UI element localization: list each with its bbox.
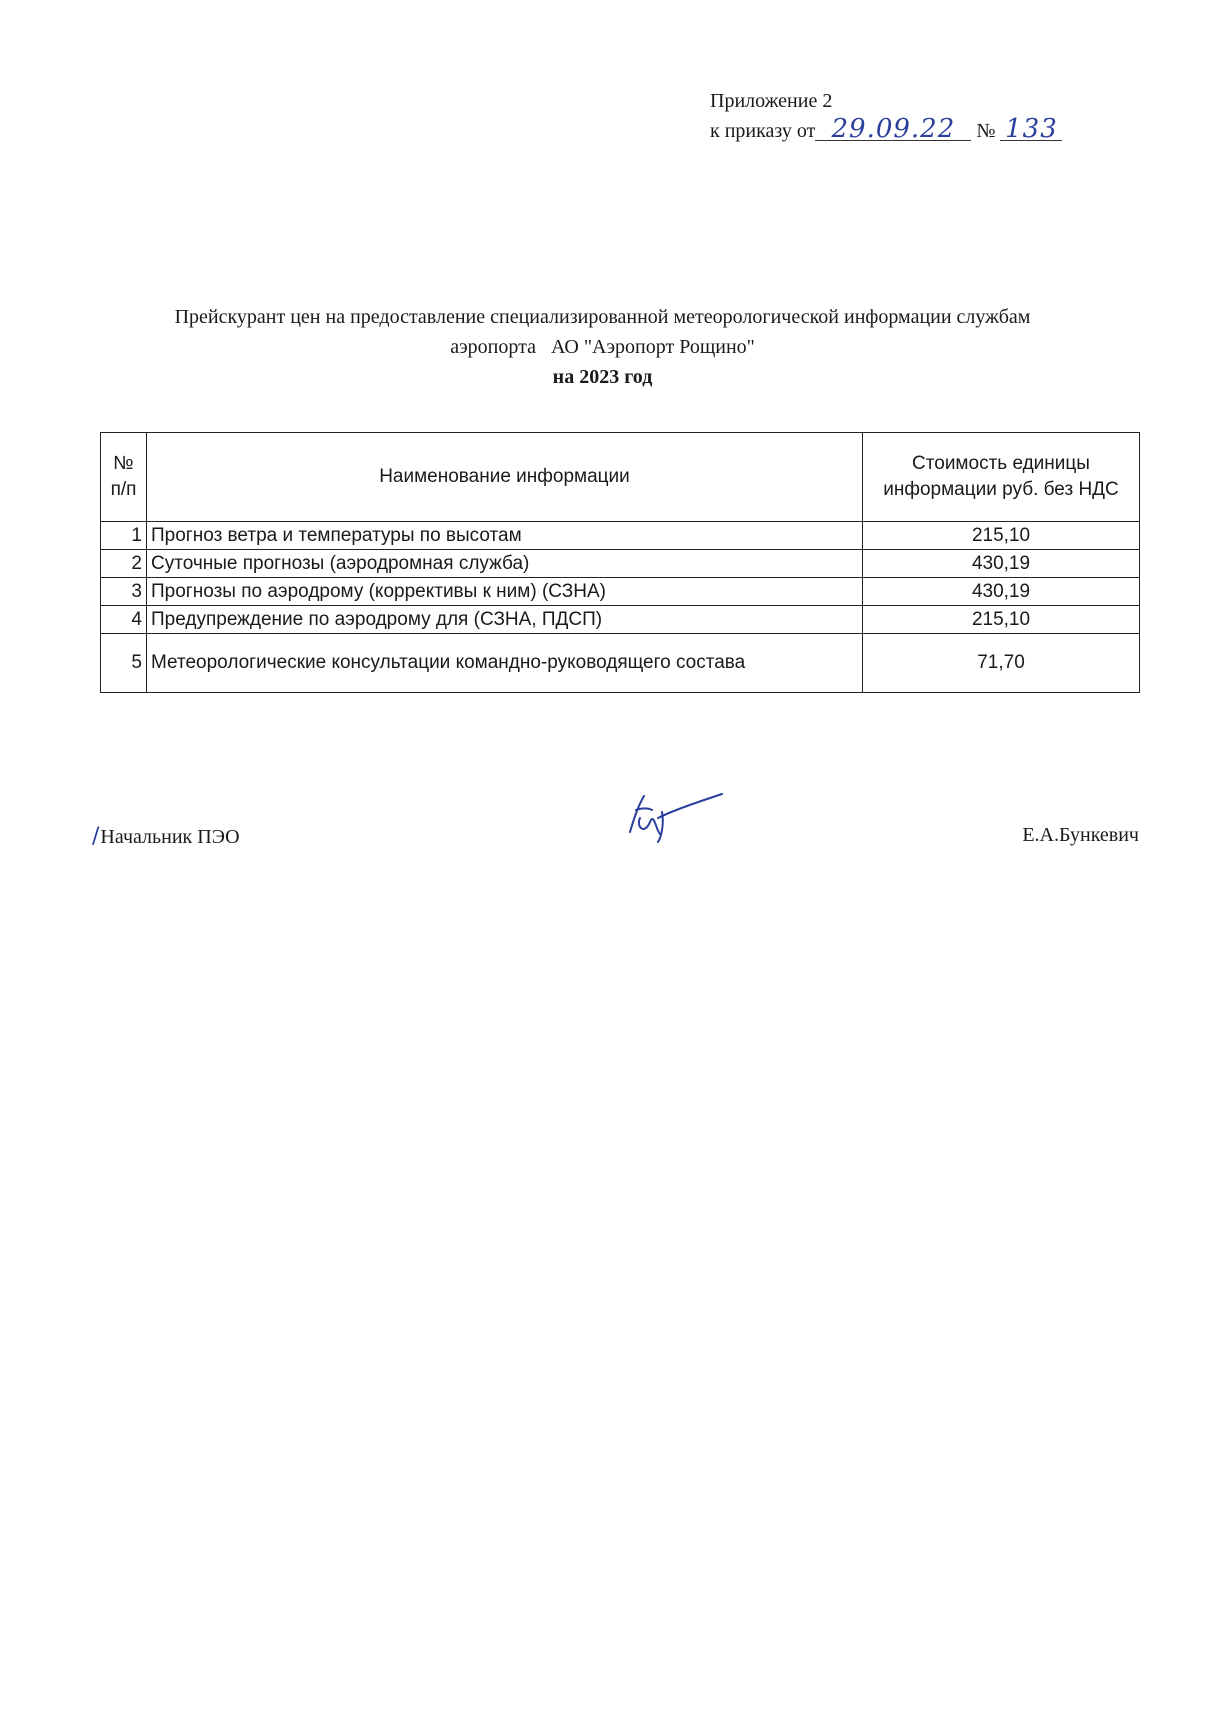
order-date-handwritten: 29.09.22: [815, 118, 971, 141]
table-row: [101, 522, 1140, 550]
row-name: Прогнозы по аэродрому (коррективы к ним) (СЗНА): [147, 578, 863, 606]
row-number: 3: [101, 578, 147, 606]
order-prefix: к приказу от: [710, 120, 816, 142]
row-price: 430,19: [863, 550, 1140, 578]
row-number: 4: [101, 606, 147, 634]
row-number: 5: [101, 634, 147, 693]
order-number-handwritten: 133: [1000, 118, 1062, 141]
row-price: 215,10: [863, 606, 1140, 634]
appendix-title: Приложение 2: [710, 90, 833, 112]
pen-tick-mark: /: [92, 824, 100, 849]
signatory-name: Е.А.Бункевич: [1022, 824, 1139, 846]
position-label: Начальник ПЭО: [100, 826, 240, 848]
header-name: Наименование информации: [147, 433, 863, 522]
header-price: Стоимость единицы информации руб. без НДС: [863, 433, 1140, 522]
row-number: 2: [101, 550, 147, 578]
signatory-position: [92, 824, 240, 849]
handwritten-signature: [618, 788, 728, 848]
title-line-1: Прейскурант цен на предоставление специализированной метеорологической информации службам: [174, 306, 1031, 328]
row-number: 1: [101, 522, 147, 550]
order-reference: [710, 116, 1062, 146]
row-name: Прогноз ветра и температуры по высотам: [147, 522, 863, 550]
document-title: [60, 302, 1145, 362]
table-header-row: [101, 433, 1140, 522]
row-price: 71,70: [863, 634, 1140, 693]
header-number: № п/п: [101, 433, 147, 522]
row-price: 215,10: [863, 522, 1140, 550]
price-table: [100, 432, 1140, 693]
title-year: на 2023 год: [552, 366, 653, 388]
row-price: 430,19: [863, 578, 1140, 606]
table-row: [101, 578, 1140, 606]
title-line-2: аэропорта АО "Аэропорт Рощино": [450, 336, 755, 358]
table-row: [101, 606, 1140, 634]
row-name: Суточные прогнозы (аэродромная служба): [147, 550, 863, 578]
row-name: Метеорологические консультации командно-руководящего состава: [147, 634, 863, 693]
row-name: Предупреждение по аэродрому для (СЗНА, ПДСП): [147, 606, 863, 634]
number-sign: №: [976, 120, 996, 142]
table-row: [101, 550, 1140, 578]
table-row: [101, 634, 1140, 693]
appendix-block: [710, 86, 1062, 146]
